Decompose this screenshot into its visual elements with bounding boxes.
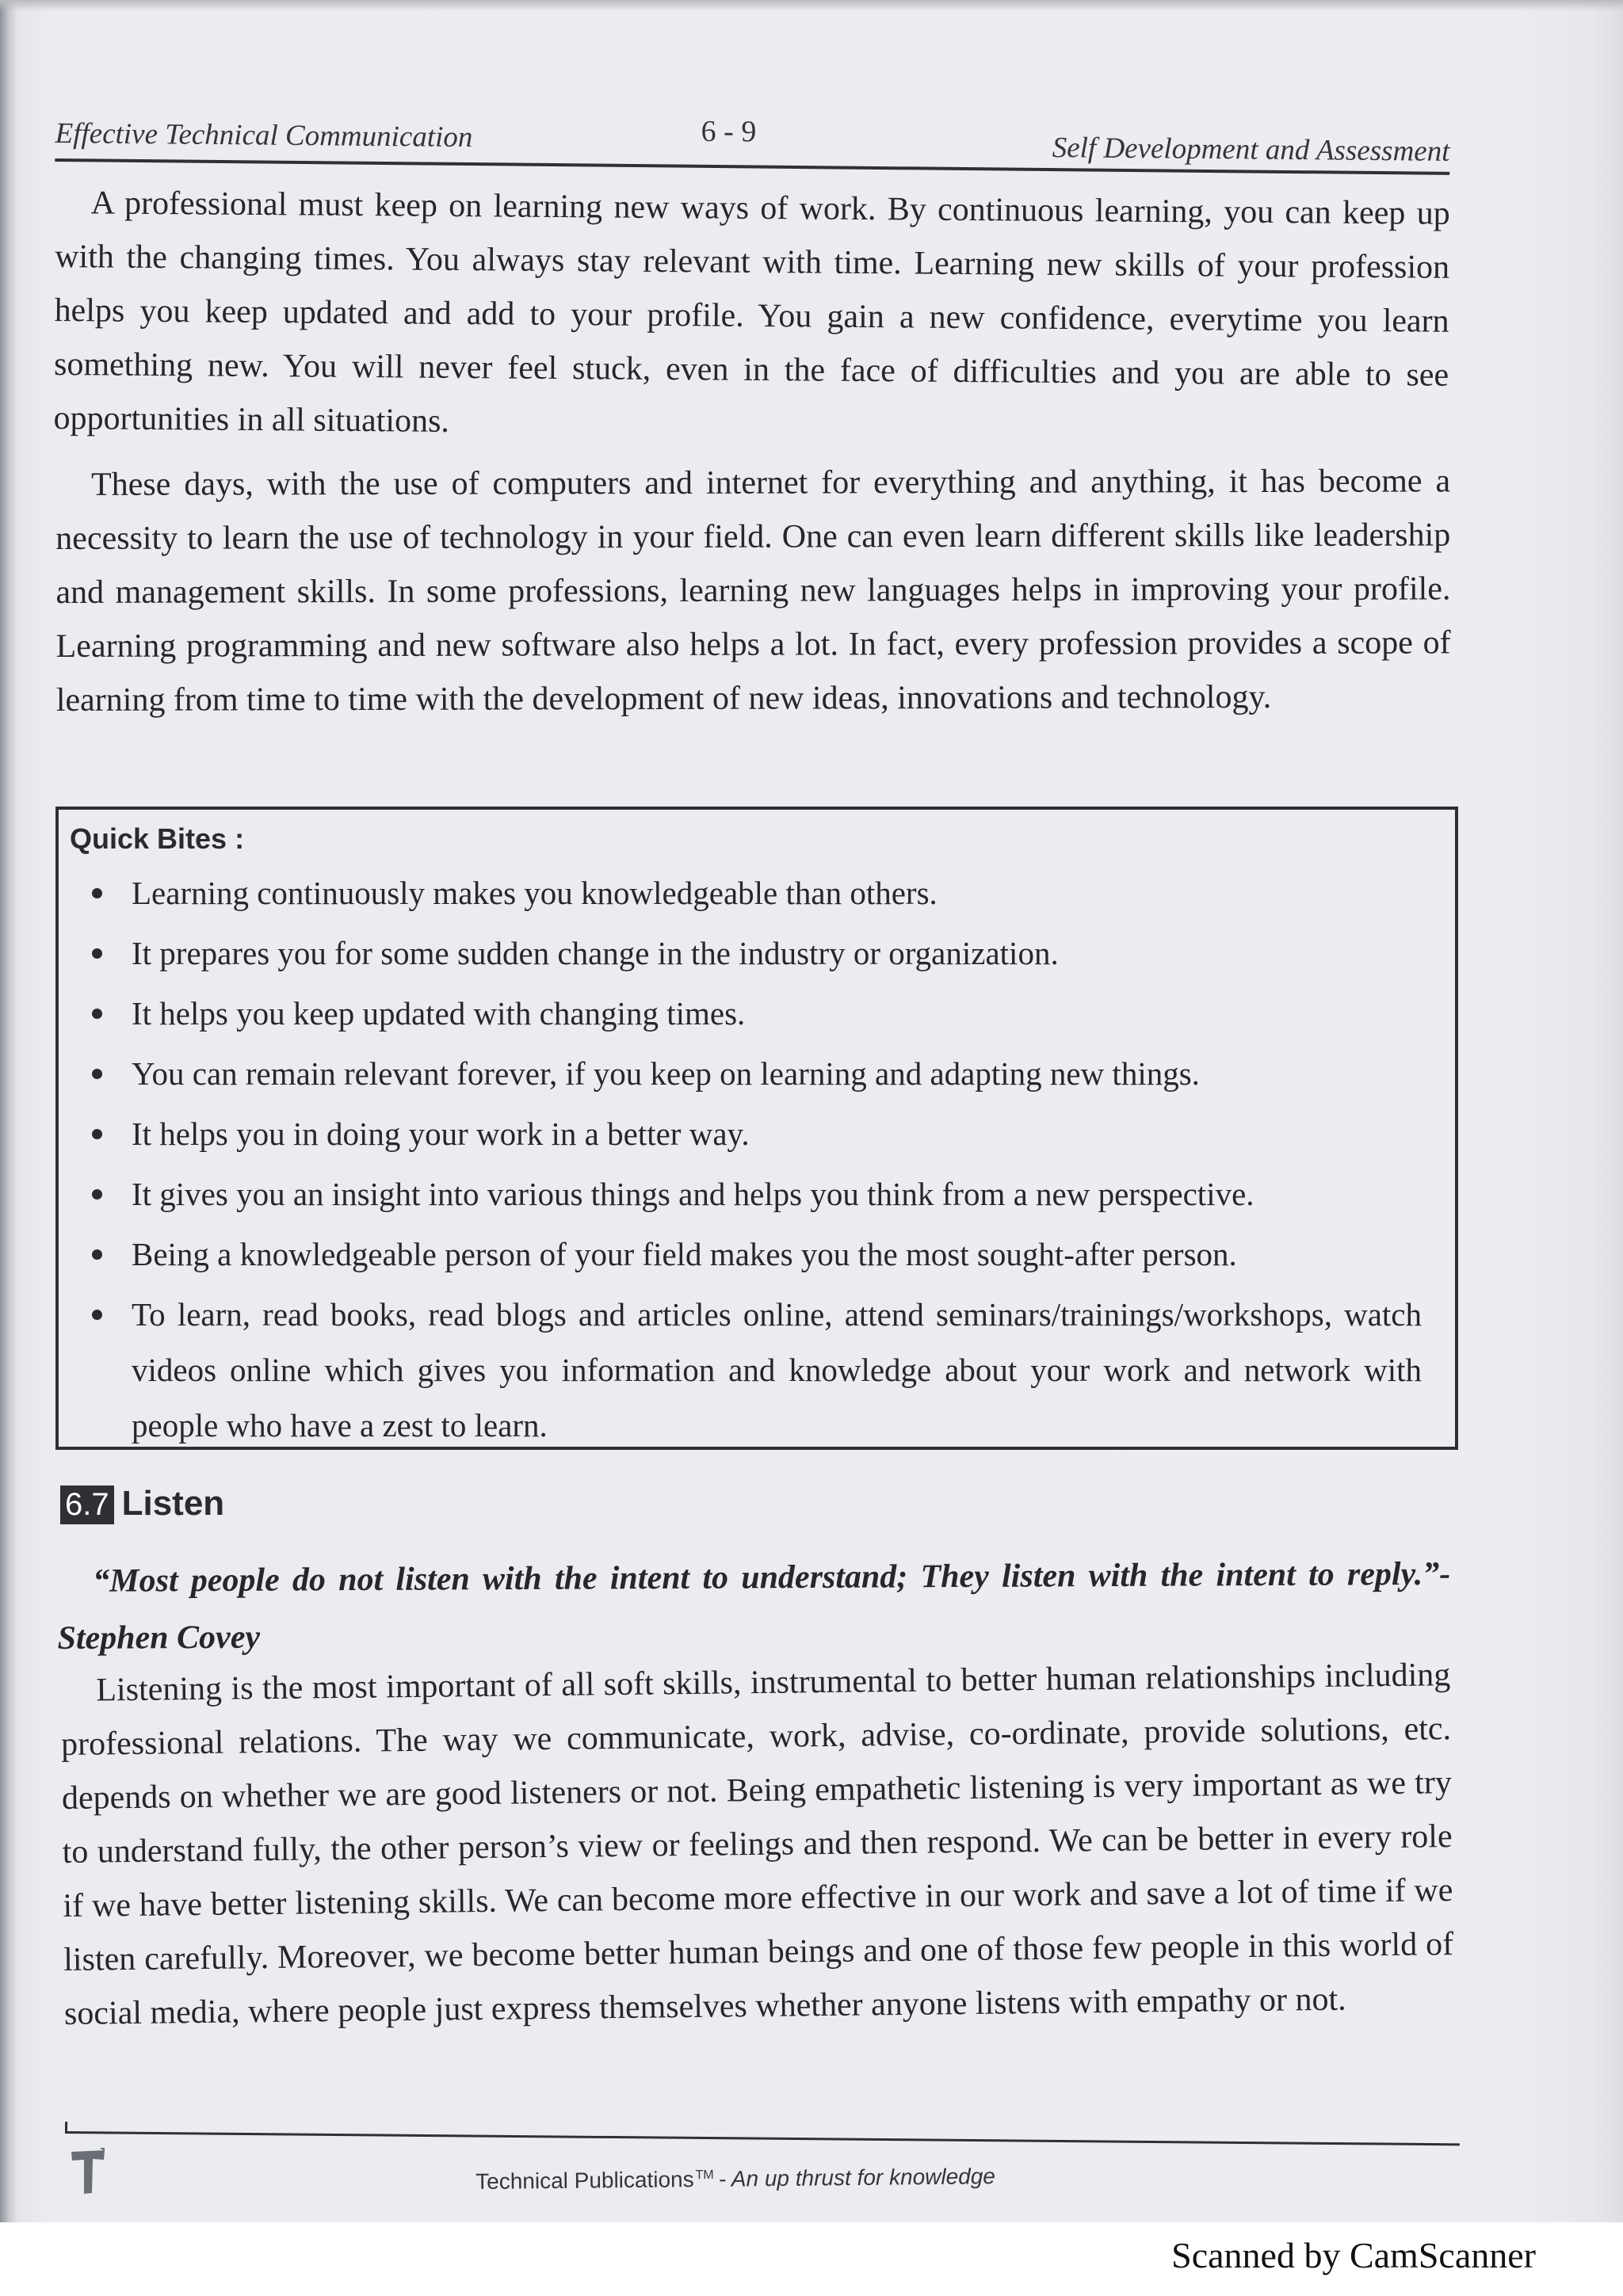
list-item-text: It gives you an insight into various things and helps you think from a new perspective. <box>132 1176 1254 1212</box>
section-number: 6.7 <box>60 1486 114 1524</box>
page-number: 6 - 9 <box>701 114 757 149</box>
list-item <box>59 1226 1422 1282</box>
bullet-icon <box>92 1189 102 1199</box>
list-item <box>59 1287 1422 1453</box>
publisher-tagline: - An up thrust for knowledge <box>718 2164 996 2191</box>
list-item-text: To learn, read books, read blogs and articles online, attend seminars/trainings/workshops, watch videos online which gives you information and knowledge about your work and network with people who have a zest to learn. <box>132 1296 1422 1444</box>
publisher-logo-icon <box>68 2147 108 2196</box>
footer-divider <box>65 2131 1460 2145</box>
chapter-title: Self Development and Assessment <box>1052 132 1450 168</box>
body-paragraph-technology: These days, with the use of computers and internet for everything and anything, it has become a necessity to learn the use of technology in your field. One can even learn different skills like leadership and management skills. In some professions, learning new languages helps in improving your profile. Learning programming and new software also helps a lot. In fact, every profession provides a scope of learning from time to time with the development of new ideas, innovations and technology. <box>55 463 1451 719</box>
trademark-mark: TM <box>695 2168 714 2182</box>
list-item <box>59 925 1422 981</box>
list-item-text: It helps you in doing your work in a better way. <box>132 1116 750 1152</box>
scanner-watermark: Scanned by CamScanner <box>1171 2235 1536 2275</box>
list-item <box>59 1046 1422 1101</box>
body-paragraph-listening: Listening is the most important of all soft skills, instrumental to better human relationships including professional relations. The way we communicate, work, advise, co-ordinate, provide solutions, etc. depends on whether we are good listeners or not. Being empathetic listening is very important as we try to understand fully, the other person’s view or feelings and then respond. We can be better in every role if we have better listening skills. We can become more effective in our work and save a lot of time if we listen carefully. Moreover, we become better human beings and one of those few people in this world of social media, where people just express themselves whether anyone listens with empathy or not. <box>60 1657 1454 2032</box>
running-header <box>55 101 1450 175</box>
list-item-text: You can remain relevant forever, if you keep on learning and adapting new things. <box>132 1055 1200 1092</box>
bullet-icon <box>92 1129 102 1139</box>
body-paragraph-continuous-learning: A professional must keep on learning new ways of work. By continuous learning, you can keep up with the changing times. You always stay relevant with time. Learning new skills of your profession helps you keep updated and add to your profile. You gain a new confidence, everytime you learn something new. You will never feel stuck, even in the face of difficulties and you are able to see opportunities in all situations. <box>53 185 1450 440</box>
bullet-icon <box>92 1009 102 1019</box>
bullet-icon <box>92 1069 102 1079</box>
quick-bites-title: Quick Bites : <box>70 822 245 855</box>
footer-publisher-line <box>475 2164 995 2195</box>
list-item <box>59 986 1422 1041</box>
list-item <box>59 1166 1422 1222</box>
bullet-icon <box>92 948 102 959</box>
publisher-name: Technical Publications <box>475 2167 694 2194</box>
list-item-text: Being a knowledgeable person of your field makes you the most sought-after person. <box>132 1236 1237 1272</box>
section-heading <box>60 1484 224 1524</box>
quick-bites-box <box>55 807 1458 1450</box>
bullet-icon <box>92 1249 102 1260</box>
bullet-icon <box>92 1310 102 1320</box>
quick-bites-list <box>59 865 1422 1458</box>
list-item <box>59 1106 1422 1161</box>
list-item-text: It helps you keep updated with changing times. <box>132 995 746 1032</box>
list-item <box>59 865 1422 921</box>
quote: “Most people do not listen with the intent to understand; They listen with the intent to reply.”- Stephen Covey <box>57 1555 1451 1657</box>
list-item-text: It prepares you for some sudden change in the industry or organization. <box>132 935 1059 971</box>
bullet-icon <box>92 888 102 898</box>
list-item-text: Learning continuously makes you knowledgeable than others. <box>132 875 938 911</box>
book-title: Effective Technical Communication <box>55 116 473 154</box>
section-title: Listen <box>121 1484 225 1523</box>
